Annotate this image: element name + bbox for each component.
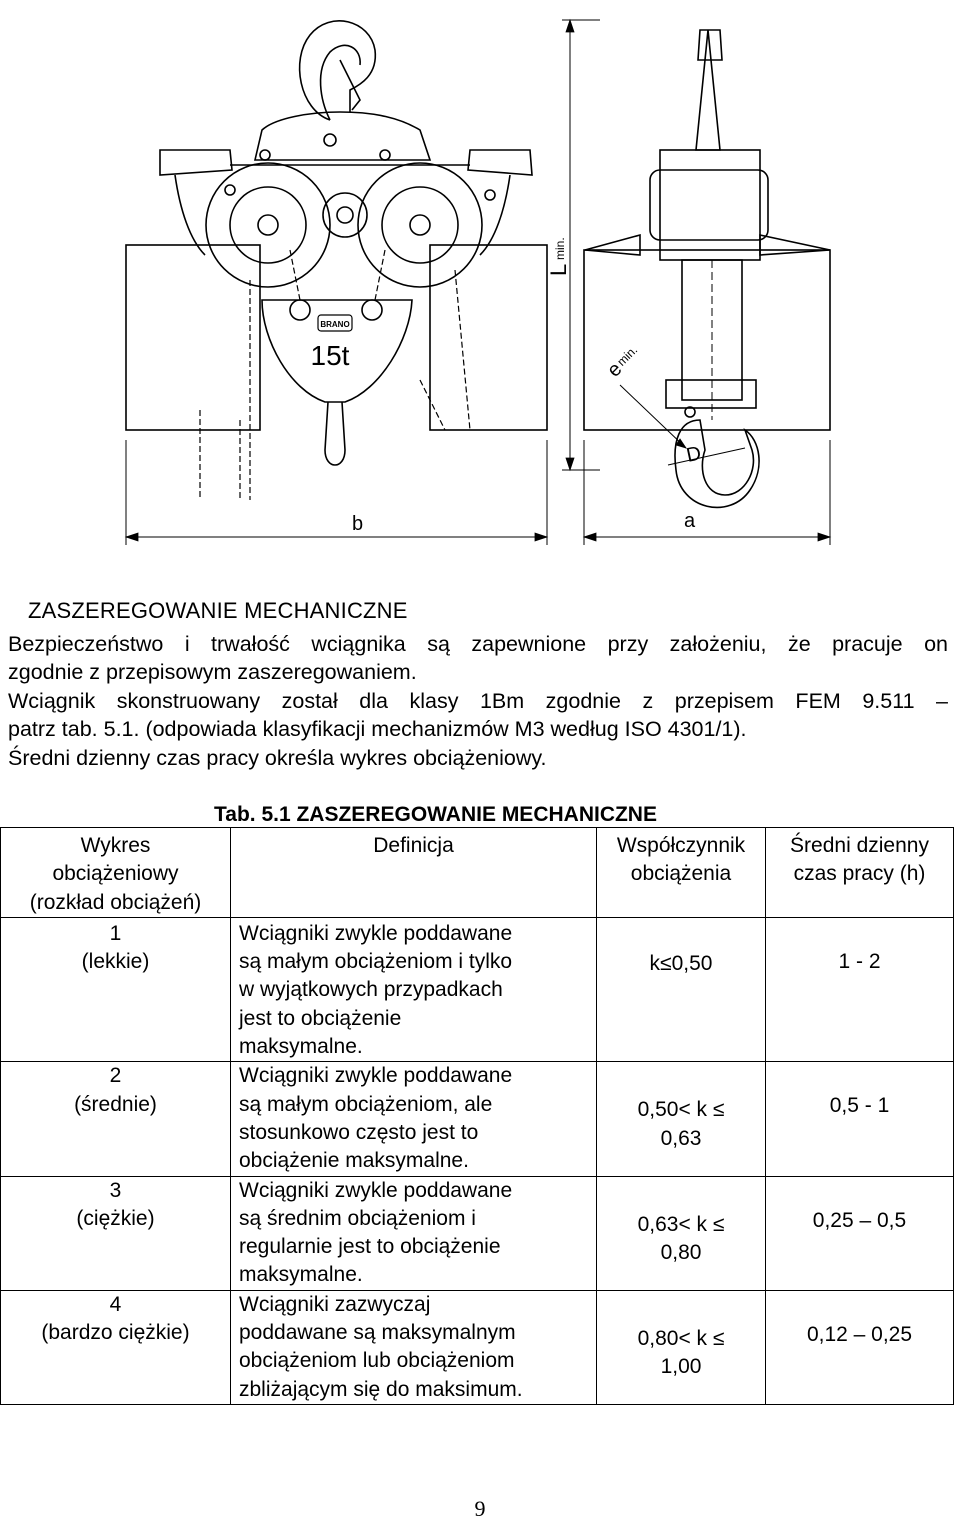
load-factor: 0,80< k ≤ bbox=[637, 1326, 725, 1350]
header-text: (rozkład obciążeń) bbox=[29, 890, 202, 914]
intro-line: Bezpieczeństwo i trwałość wciągnika są zapewnione przy założeniu, że pracuje on bbox=[8, 632, 948, 656]
daily-time: 1 - 2 bbox=[838, 949, 881, 973]
right-wheel bbox=[358, 163, 482, 287]
load-factor: k≤0,50 bbox=[649, 951, 713, 975]
dimension-e-sub: min. bbox=[614, 342, 641, 369]
top-hook bbox=[300, 21, 376, 120]
header-text: czas pracy (h) bbox=[793, 862, 926, 886]
section-heading: ZASZEREGOWANIE MECHANICZNE bbox=[28, 598, 408, 623]
header-daily-time bbox=[766, 828, 954, 918]
definition-line: poddawane są maksymalnym bbox=[239, 1321, 516, 1345]
class-number: 4 bbox=[109, 1292, 122, 1316]
page-number: 9 bbox=[474, 1496, 486, 1521]
dimension-b: b bbox=[352, 513, 364, 535]
daily-time: 0,25 – 0,5 bbox=[812, 1208, 907, 1232]
dimension-e: e bbox=[602, 358, 627, 382]
definition-line: w wyjątkowych przypadkach bbox=[239, 978, 503, 1002]
header-text: obciążeniowy bbox=[52, 862, 179, 886]
definition-line: są małym obciążeniom, ale bbox=[239, 1092, 493, 1116]
load-factor: 1,00 bbox=[660, 1355, 702, 1379]
class-number: 2 bbox=[109, 1064, 122, 1088]
header-load-diagram bbox=[1, 828, 231, 918]
class-name: (bardzo ciężkie) bbox=[41, 1321, 190, 1345]
left-wheel bbox=[206, 163, 330, 287]
load-factor: 0,63 bbox=[660, 1126, 702, 1150]
definition-line: Wciągniki zwykle poddawane bbox=[239, 1178, 513, 1202]
header-load-factor bbox=[597, 828, 766, 918]
header-text: Współczynnik bbox=[616, 834, 746, 857]
load-factor: 0,63< k ≤ bbox=[637, 1212, 725, 1236]
intro-line: Wciągnik skonstruowany został dla klasy 1Bm zgodnie z przepisem FEM 9.511 – bbox=[8, 688, 948, 713]
intro-line: zgodnie z przepisowym zaszeregowaniem. bbox=[8, 660, 417, 685]
definition-line: zbliżającym się do maksimum. bbox=[239, 1377, 523, 1401]
classification-table bbox=[0, 827, 954, 1405]
capacity-label: 15t bbox=[310, 340, 350, 371]
dimension-L: L bbox=[546, 263, 571, 276]
header-text: Definicja bbox=[373, 834, 454, 857]
definition-line: Wciągniki zwykle poddawane bbox=[239, 1064, 513, 1088]
class-number: 3 bbox=[109, 1178, 122, 1202]
definition-line: maksymalne. bbox=[239, 1263, 363, 1287]
dimension-D: D bbox=[684, 442, 704, 467]
table-row bbox=[1, 1290, 954, 1404]
daily-time: 0,5 - 1 bbox=[829, 1094, 890, 1118]
table-header-row bbox=[1, 828, 954, 918]
definition-line: maksymalne. bbox=[239, 1035, 363, 1059]
header-definition bbox=[231, 828, 597, 918]
class-name: (lekkie) bbox=[81, 950, 150, 974]
table-row bbox=[1, 1176, 954, 1290]
definition-line: obciążeniom lub obciążeniom bbox=[239, 1349, 515, 1373]
intro-line: Średni dzienny czas pracy określa wykres obciążeniowy. bbox=[8, 745, 547, 770]
header-text: obciążenia bbox=[630, 862, 732, 886]
table-row bbox=[1, 1062, 954, 1176]
brand-logo: BRANO bbox=[320, 320, 350, 329]
intro-text bbox=[8, 630, 948, 772]
definition-line: jest to obciążenie bbox=[239, 1006, 402, 1030]
header-text: Wykres bbox=[80, 834, 151, 857]
definition-line: Wciągniki zwykle poddawane bbox=[239, 921, 513, 945]
definition-line: stosunkowo często jest to bbox=[239, 1120, 479, 1144]
definition-line: Wciągniki zazwyczaj bbox=[239, 1292, 431, 1316]
dimension-L-sub: min. bbox=[553, 237, 567, 260]
table-caption: Tab. 5.1 ZASZEREGOWANIE MECHANICZNE bbox=[214, 803, 657, 826]
class-name: (średnie) bbox=[74, 1092, 157, 1116]
daily-time: 0,12 – 0,25 bbox=[806, 1322, 913, 1346]
load-factor: 0,80 bbox=[660, 1240, 702, 1264]
load-factor: 0,50< k ≤ bbox=[637, 1098, 725, 1122]
intro-line: patrz tab. 5.1. (odpowiada klasyfikacji mechanizmów M3 według ISO 4301/1). bbox=[8, 717, 747, 742]
class-number: 1 bbox=[109, 921, 122, 945]
definition-line: obciążenie maksymalne. bbox=[239, 1149, 469, 1173]
definition-line: są małym obciążeniom i tylko bbox=[239, 950, 513, 974]
class-name: (ciężkie) bbox=[76, 1206, 155, 1230]
definition-line: regularnie jest to obciążenie bbox=[239, 1235, 501, 1259]
dimension-a: a bbox=[684, 510, 696, 532]
hoist-technical-drawing bbox=[0, 0, 960, 580]
header-text: Średni dzienny bbox=[790, 834, 929, 857]
table-row bbox=[1, 917, 954, 1061]
definition-line: są średnim obciążeniom i bbox=[239, 1206, 476, 1230]
